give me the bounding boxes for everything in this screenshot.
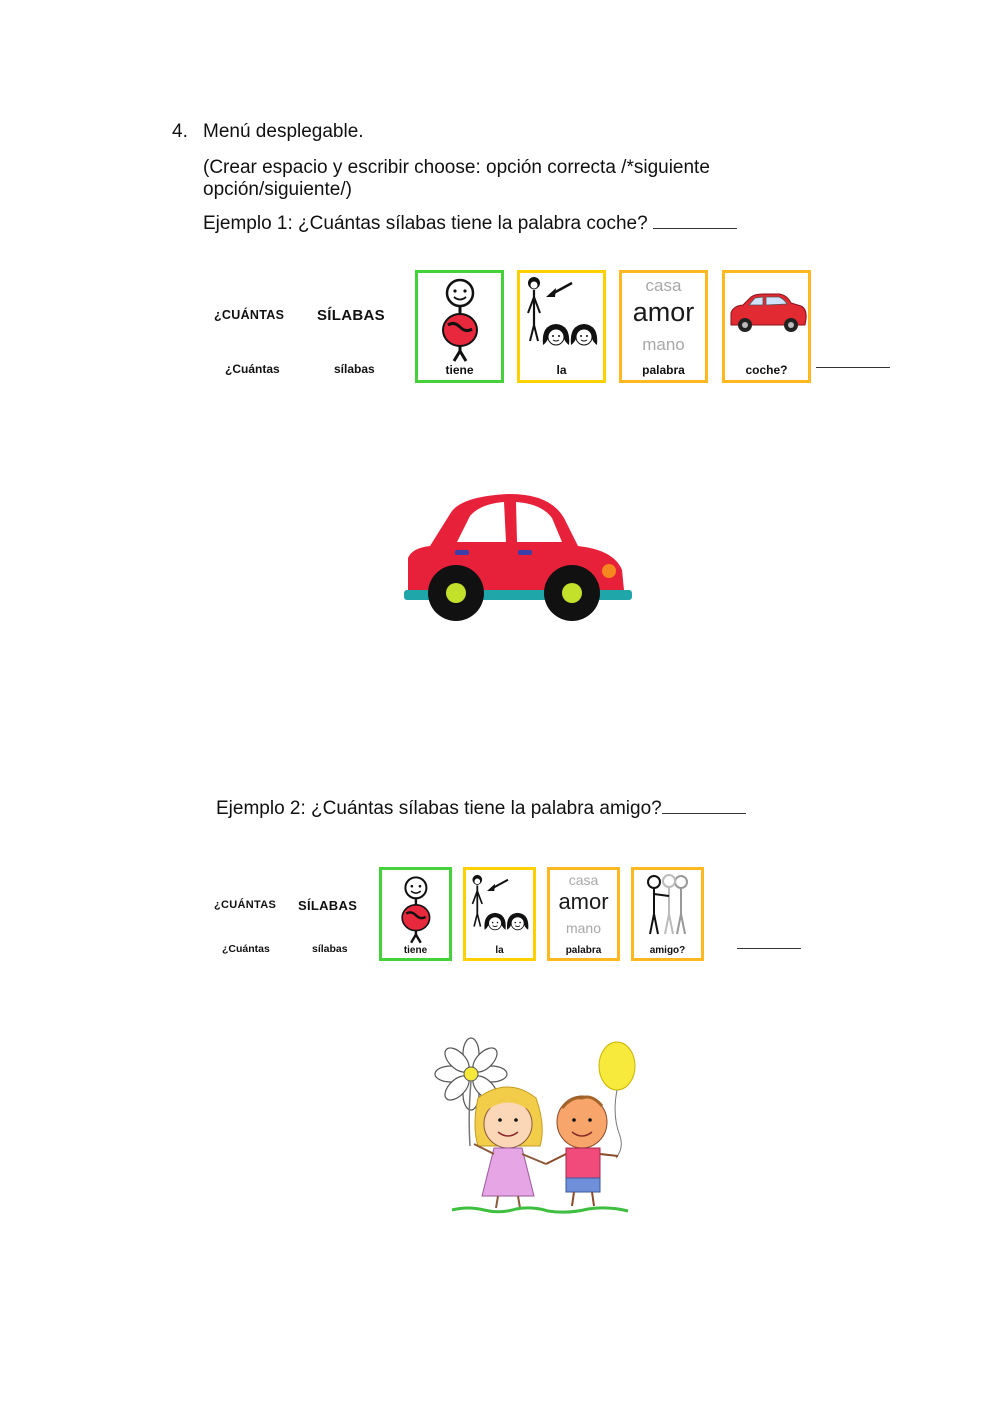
example2-question: Ejemplo 2: ¿Cuántas sílabas tiene la palabra amigo? [216,797,746,820]
person-holding-icon [418,273,501,363]
card-label: amigo? [649,945,686,956]
card-label: tiene [445,363,474,377]
person-holding-icon [382,870,449,946]
card-label: coche? [745,363,788,377]
word-amor: amor [632,297,695,327]
children-illustration [428,1036,640,1216]
example1-answer-blank[interactable] [653,228,737,229]
item-number: 4. [172,121,188,142]
word-casa: casa [568,872,599,888]
example2-word1-big: ¿CUÁNTAS [214,899,277,911]
example1-row-blank[interactable] [816,367,890,368]
card-label: palabra [565,945,602,956]
example2-word2-big: SÍLABAS [298,898,358,913]
car-illustration [400,486,636,622]
example2-answer-blank[interactable] [662,813,746,814]
card-label: palabra [642,363,685,377]
example2-card-palabra [547,867,620,961]
example2-card-tiene [379,867,452,961]
word-mano: mano [565,920,602,936]
example1-card-tiene [415,270,504,383]
example1-card-la [517,270,606,383]
card-label: tiene [403,945,428,956]
example1-card-palabra [619,270,708,383]
car-icon [725,273,808,363]
example1-word1-small: ¿Cuántas [225,362,280,376]
card-label: la [556,363,567,377]
example2-word1-small: ¿Cuántas [222,943,270,955]
word-casa: casa [645,276,682,295]
feminine-article-icon [520,273,603,363]
word-mano: mano [642,335,685,354]
word-amor: amor [558,889,609,914]
example1-question: Ejemplo 1: ¿Cuántas sílabas tiene la palabra coche? [203,212,737,235]
example1-word2-small: sílabas [334,362,375,376]
example2-card-amigo [631,867,704,961]
feminine-article-icon [466,870,533,946]
example1-word2-big: SÍLABAS [317,307,385,324]
instruction-line-2: opción/siguiente/) [203,179,352,200]
example1-word1-big: ¿CUÁNTAS [214,308,285,322]
friends-icon [634,870,701,946]
instruction-line-1: (Crear espacio y escribir choose: opción correcta /*siguiente [203,157,710,178]
example2-card-la [463,867,536,961]
example2-row-blank[interactable] [737,948,801,949]
example1-card-coche [722,270,811,383]
card-label: la [495,945,504,956]
example2-word2-small: sílabas [312,943,348,955]
item-title: Menú desplegable. [203,121,364,142]
